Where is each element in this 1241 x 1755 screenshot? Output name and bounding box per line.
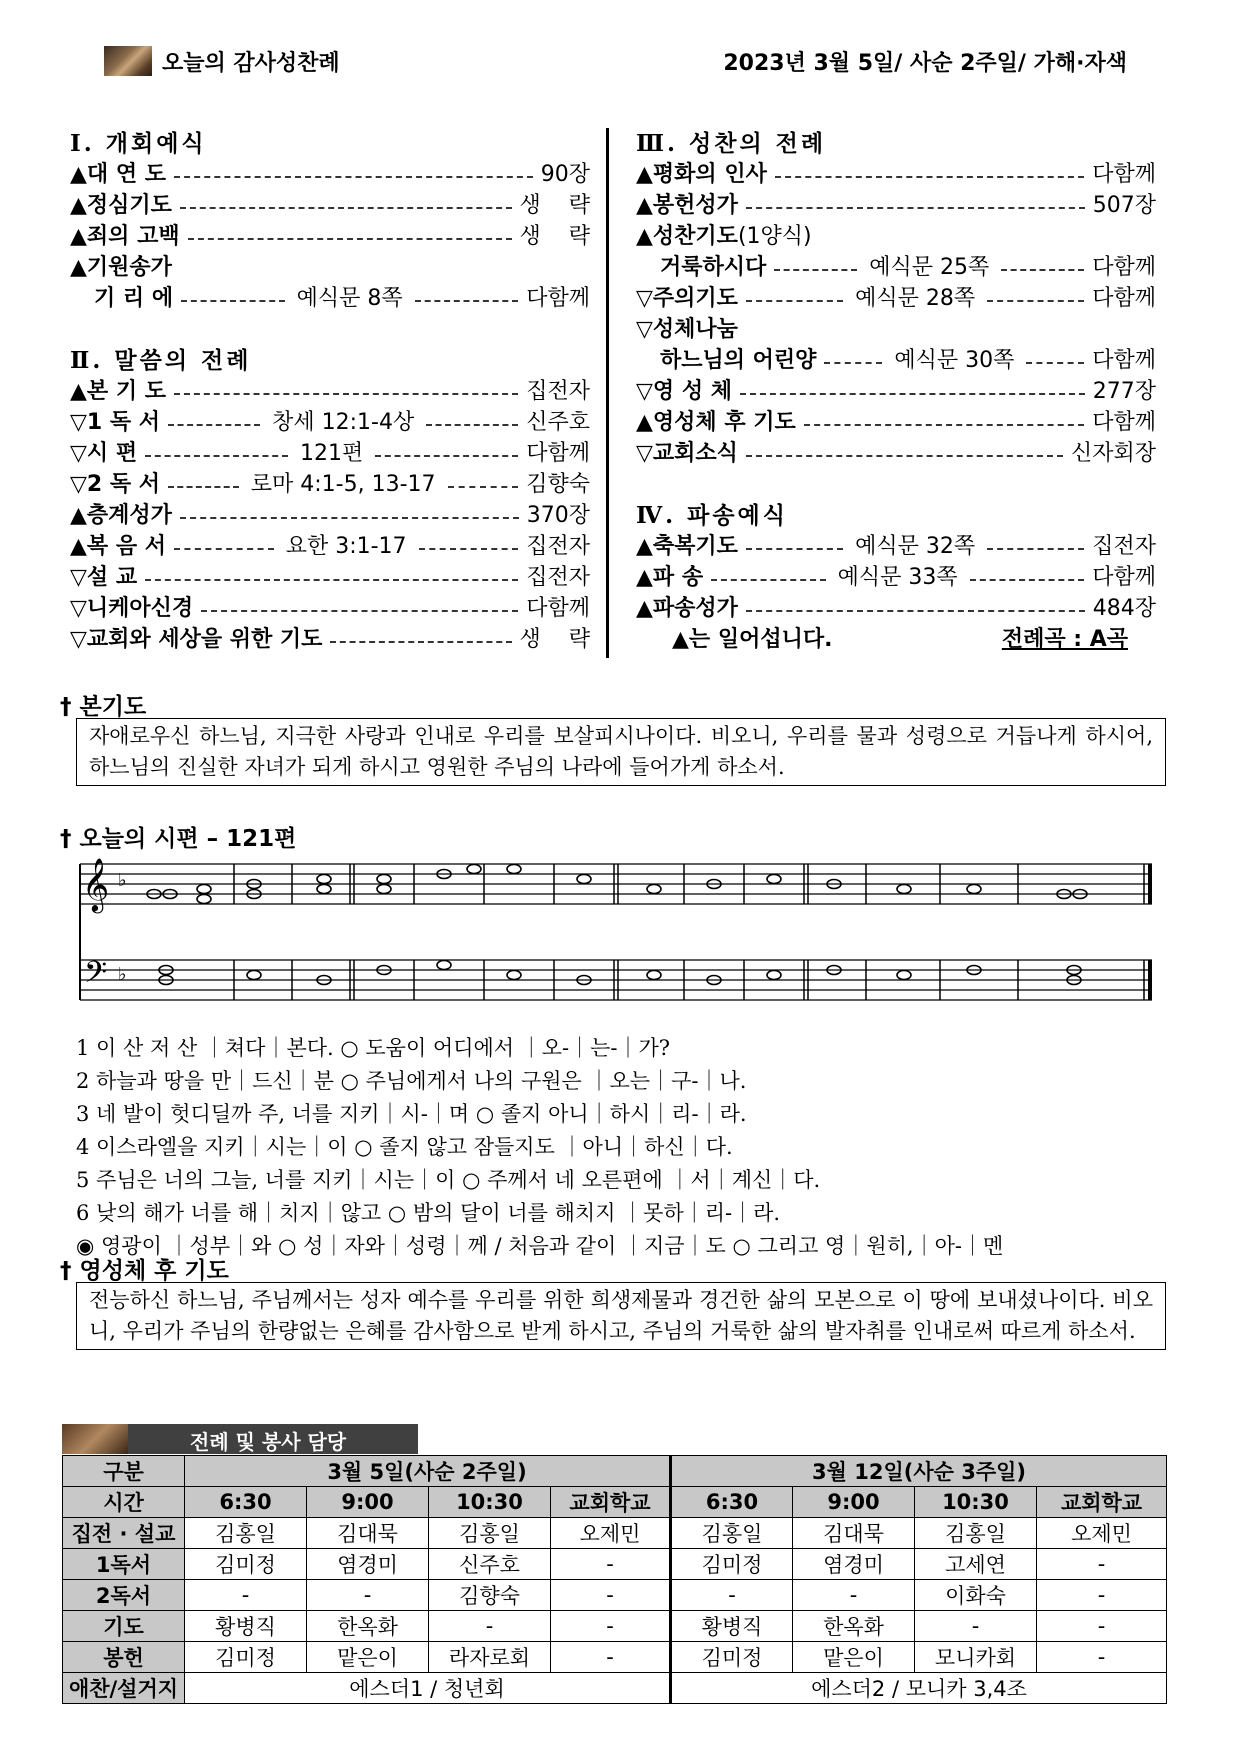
item-value: 집전자 — [526, 534, 591, 559]
word-item — [70, 376, 590, 407]
item-value: 다함께 — [1092, 162, 1156, 187]
section-title-eucharist: Ⅲ. 성찬의 전례 — [636, 130, 827, 157]
item-marker: ▲ — [70, 162, 87, 187]
item-name: 봉헌성가 — [652, 193, 738, 218]
duty-cell: - — [551, 1611, 671, 1642]
item-name: 설 교 — [86, 565, 138, 590]
duty-cell: 김미정 — [671, 1642, 793, 1673]
item-marker: ▲ — [636, 596, 653, 621]
item-value: 다함께 — [1092, 255, 1156, 280]
opening-item — [70, 252, 590, 283]
word-item — [70, 469, 590, 500]
eucharist-item — [636, 283, 1156, 314]
item-marker: ▲ — [636, 410, 653, 435]
svg-text:𝄢: 𝄢 — [84, 956, 108, 997]
duty-header-image — [62, 1424, 128, 1454]
word-item — [70, 531, 590, 562]
item-value: 집전자 — [526, 565, 590, 590]
column-divider — [606, 128, 609, 658]
psalm-music-score — [74, 852, 1154, 1012]
duty-cell: - — [1037, 1549, 1167, 1580]
duty-week2: 3월 12일(사순 3주일) — [671, 1456, 1167, 1487]
duty-cell: 이화숙 — [915, 1580, 1037, 1611]
item-marker: ▽ — [636, 379, 653, 404]
psalm-verse: 3 네 발이 헛디딜까 주, 너를 지키｜시-｜며 ○ 졸지 아니｜하시｜리-｜라. — [76, 1102, 747, 1126]
duty-cell: - — [1037, 1611, 1167, 1642]
item-reference: 요한 3:1-17 — [285, 534, 407, 559]
item-name: 층계성가 — [86, 503, 172, 528]
duty-cell: 오제민 — [1037, 1518, 1167, 1549]
item-name: 거룩하시다 — [660, 255, 767, 280]
duty-cell: 염경미 — [793, 1549, 915, 1580]
svg-text:♭: ♭ — [118, 870, 127, 891]
item-reference: 예식문 8쪽 — [296, 286, 403, 311]
item-name: 파송성가 — [652, 596, 738, 621]
collect-text: 자애로우신 하느님, 지극한 사랑과 인내로 우리를 보살피시나이다. 비오니, 우리를 물과 성령으로 거듭나게 하시어, 하느님의 진실한 자녀가 되게 하시고 영원한 주님의 나라에 들어가게 하소서. — [76, 718, 1166, 786]
duty-row-label: 2독서 — [63, 1580, 185, 1611]
item-marker: ▲ — [70, 503, 87, 528]
item-value: 집전자 — [1092, 534, 1157, 559]
duty-cell: 맡은이 — [307, 1642, 429, 1673]
duty-cell: - — [793, 1580, 915, 1611]
item-suffix: (1양식) — [737, 224, 812, 249]
item-marker: ▽ — [636, 441, 653, 466]
duty-cell: 김홍일 — [915, 1518, 1037, 1549]
item-value: 370장 — [526, 503, 590, 528]
duty-last-row — [63, 1673, 1167, 1704]
psalm-verse: 1 이 산 저 산 ｜쳐다｜본다. ○ 도움이 어디에서 ｜오-｜는-｜가? — [76, 1036, 671, 1060]
item-marker: ▲ — [70, 224, 87, 249]
duty-cell: 김미정 — [185, 1642, 307, 1673]
svg-text:𝄞: 𝄞 — [82, 857, 110, 911]
item-name: 기 리 에 — [94, 286, 174, 311]
duty-cell: 염경미 — [307, 1549, 429, 1580]
eucharist-item — [636, 407, 1156, 438]
duty-last-label: 애찬/설거지 — [63, 1673, 185, 1704]
duty-cell: - — [915, 1611, 1037, 1642]
duty-last-week2: 에스더2 / 모니카 3,4조 — [671, 1673, 1167, 1704]
duty-time-row — [63, 1487, 1167, 1518]
item-value: 507장 — [1092, 193, 1156, 218]
item-reference: 창세 12:1-4상 — [272, 410, 415, 435]
word-item — [70, 593, 590, 624]
item-marker: ▽ — [70, 472, 87, 497]
duty-time-cell: 10:30 — [429, 1487, 551, 1518]
item-name: 하느님의 어린양 — [660, 348, 817, 373]
section-opening-list — [70, 159, 590, 314]
opening-item — [70, 159, 590, 190]
item-marker: ▽ — [70, 565, 87, 590]
duty-time-cell: 교회학교 — [1037, 1487, 1167, 1518]
item-marker: ▽ — [70, 596, 87, 621]
duty-row-label: 봉헌 — [63, 1642, 185, 1673]
duty-cell: 라자로회 — [429, 1642, 551, 1673]
duty-table — [62, 1455, 1167, 1704]
duty-cell: 모니카회 — [915, 1642, 1037, 1673]
duty-cell: - — [1037, 1580, 1167, 1611]
duty-row-label: 집전 · 설교 — [63, 1518, 185, 1549]
item-marker: ▽ — [70, 627, 87, 652]
duty-cell: - — [429, 1611, 551, 1642]
duty-cell: 김홍일 — [671, 1518, 793, 1549]
item-value: 신자회장 — [1070, 441, 1156, 466]
item-value: 김향숙 — [526, 472, 590, 497]
duty-cell: - — [307, 1580, 429, 1611]
section-word-list — [70, 376, 590, 655]
item-name: 대 연 도 — [86, 162, 166, 187]
eucharist-item — [636, 314, 1156, 345]
duty-row — [63, 1611, 1167, 1642]
psalm-verse: 4 이스라엘을 지키｜시는｜이 ○ 졸지 않고 잠들지도 ｜아니｜하신｜다. — [76, 1135, 733, 1159]
eucharist-item — [636, 190, 1156, 221]
opening-item — [70, 190, 590, 221]
item-name: 죄의 고백 — [86, 224, 180, 249]
duty-week1: 3월 5일(사순 2주일) — [185, 1456, 671, 1487]
collect-title: † 본기도 — [60, 694, 147, 720]
duty-cell: 황병직 — [185, 1611, 307, 1642]
item-reference: 로마 4:1-5, 13-17 — [250, 472, 436, 497]
duty-cell: - — [671, 1580, 793, 1611]
duty-time-label: 시간 — [63, 1487, 185, 1518]
duty-cell: 한옥화 — [793, 1611, 915, 1642]
dismissal-item — [636, 562, 1156, 593]
section-title-dismissal: Ⅳ. 파송예식 — [636, 502, 788, 529]
opening-item — [70, 221, 590, 252]
section-dismissal-list — [636, 531, 1156, 624]
item-reference: 예식문 32쪽 — [855, 534, 976, 559]
eucharist-item — [636, 438, 1156, 469]
eucharist-item — [636, 159, 1156, 190]
order-right-column — [636, 128, 1156, 655]
order-left-column — [70, 128, 590, 655]
duty-time-cell: 교회학교 — [551, 1487, 671, 1518]
dismissal-item — [636, 531, 1156, 562]
item-value: 다함께 — [526, 286, 590, 311]
section-title-opening: Ⅰ. 개회예식 — [70, 130, 207, 157]
duty-cell: - — [551, 1642, 671, 1673]
word-item — [70, 624, 590, 655]
item-reference: 예식문 33쪽 — [837, 565, 958, 590]
duty-cell: 고세연 — [915, 1549, 1037, 1580]
item-value: 277장 — [1092, 379, 1156, 404]
duty-row — [63, 1642, 1167, 1673]
duty-cell: 오제민 — [551, 1518, 671, 1549]
item-name: 축복기도 — [652, 534, 738, 559]
duty-cell: - — [551, 1580, 671, 1611]
eucharist-item — [636, 376, 1156, 407]
psalm-verse: 2 하늘과 땅을 만｜드신｜분 ○ 주님에게서 나의 구원은 ｜오는｜구-｜나. — [76, 1069, 747, 1093]
item-name: 2 독 서 — [86, 472, 161, 497]
item-value: 다함께 — [526, 596, 590, 621]
duty-cell: - — [1037, 1642, 1167, 1673]
item-name: 성체나눔 — [652, 317, 738, 342]
item-name: 성찬기도 — [652, 224, 738, 249]
chant-note: 전례곡 : A곡 — [1001, 627, 1128, 652]
item-name: 영성체 후 기도 — [652, 410, 796, 435]
item-marker: ▽ — [70, 410, 87, 435]
duty-col-label: 구분 — [63, 1456, 185, 1487]
post-communion-text: 전능하신 하느님, 주님께서는 성자 예수를 우리를 위한 희생제물과 경건한 삶의 모본으로 이 땅에 보내셨나이다. 비오니, 우리가 주님의 한량없는 은혜를 감사함으로 받게 하시고, 주님의 거룩한 삶의 발자취를 인내로써 따르게 하소서. — [76, 1282, 1166, 1350]
page-title: 오늘의 감사성찬례 — [162, 51, 340, 76]
item-name: 주의기도 — [652, 286, 738, 311]
item-marker: ▽ — [636, 286, 653, 311]
psalm-verse: 6 낮의 해가 너를 해｜치지｜않고 ○ 밤의 달이 너를 해치지 ｜못하｜리-｜라. — [76, 1201, 781, 1225]
item-name: 본 기 도 — [86, 379, 166, 404]
word-item — [70, 407, 590, 438]
item-marker: ▲ — [636, 224, 653, 249]
duty-cell: 김대묵 — [307, 1518, 429, 1549]
dismissal-item — [636, 593, 1156, 624]
duty-cell: 맡은이 — [793, 1642, 915, 1673]
item-value: 생 략 — [519, 627, 590, 652]
duty-title: 전례 및 봉사 담당 — [190, 1430, 347, 1454]
item-value: 생 략 — [519, 224, 590, 249]
duty-cell: 김홍일 — [185, 1518, 307, 1549]
item-name: 시 편 — [86, 441, 138, 466]
item-marker: ▲ — [636, 534, 653, 559]
item-name: 니케아신경 — [86, 596, 194, 621]
duty-cell: 황병직 — [671, 1611, 793, 1642]
item-name: 영 성 체 — [652, 379, 732, 404]
item-value: 집전자 — [526, 379, 590, 404]
duty-cell: - — [185, 1580, 307, 1611]
duty-row — [63, 1549, 1167, 1580]
eucharist-item — [636, 252, 1156, 283]
section-eucharist-list — [636, 159, 1156, 469]
word-item — [70, 438, 590, 469]
header-image — [104, 46, 152, 76]
duty-week-row — [63, 1456, 1167, 1487]
opening-item — [70, 283, 590, 314]
item-reference: 예식문 25쪽 — [869, 255, 990, 280]
psalm-verse: 5 주님은 너의 그늘, 너를 지키｜시는｜이 ○ 주께서 네 오른편에 ｜서｜계신｜다. — [76, 1168, 821, 1192]
svg-text:♭: ♭ — [118, 964, 127, 985]
item-marker: ▲ — [70, 193, 87, 218]
item-reference: 예식문 30쪽 — [894, 348, 1015, 373]
duty-cell: 김미정 — [185, 1549, 307, 1580]
item-marker: ▽ — [636, 317, 653, 342]
duty-cell: 한옥화 — [307, 1611, 429, 1642]
duty-cell: 김홍일 — [429, 1518, 551, 1549]
duty-row — [63, 1518, 1167, 1549]
duty-time-cell: 9:00 — [307, 1487, 429, 1518]
item-marker: ▲ — [636, 565, 653, 590]
duty-time-cell: 6:30 — [185, 1487, 307, 1518]
item-marker: ▲ — [70, 534, 87, 559]
word-item — [70, 562, 590, 593]
eucharist-item — [636, 345, 1156, 376]
eucharist-item — [636, 221, 1156, 252]
duty-cell: 김대묵 — [793, 1518, 915, 1549]
item-value: 생 략 — [519, 193, 590, 218]
duty-cell: 김향숙 — [429, 1580, 551, 1611]
item-name: 기원송가 — [86, 255, 172, 280]
item-name: 교회와 세상을 위한 기도 — [86, 627, 323, 652]
item-name: 복 음 서 — [86, 534, 166, 559]
section-title-word: Ⅱ. 말씀의 전례 — [70, 347, 252, 374]
item-name: 정심기도 — [86, 193, 172, 218]
stand-note: ▲는 일어섭니다. — [672, 627, 833, 652]
duty-row — [63, 1580, 1167, 1611]
item-name: 교회소식 — [652, 441, 738, 466]
duty-time-cell: 6:30 — [671, 1487, 793, 1518]
psalm-verse: ◉ 영광이 ｜성부｜와 ○ 성｜자와｜성령｜께 / 처음과 같이 ｜지금｜도 ○ 그리고 영｜원히,｜아-｜멘 — [76, 1234, 1004, 1258]
item-value: 다함께 — [526, 441, 591, 466]
item-marker: ▲ — [70, 379, 87, 404]
item-marker: ▲ — [636, 162, 653, 187]
item-name: 파 송 — [652, 565, 704, 590]
duty-row-label: 1독서 — [63, 1549, 185, 1580]
item-value: 다함께 — [1092, 286, 1157, 311]
psalm-title: † 오늘의 시편 – 121편 — [60, 826, 297, 852]
duty-time-cell: 9:00 — [793, 1487, 915, 1518]
page-date: 2023년 3월 5일/ 사순 2주일/ 가해·자색 — [723, 51, 1127, 76]
item-name: 평화의 인사 — [652, 162, 767, 187]
item-marker: ▲ — [636, 193, 653, 218]
item-reference: 121편 — [300, 441, 364, 466]
item-name: 1 독 서 — [86, 410, 161, 435]
item-value: 90장 — [540, 162, 590, 187]
word-item — [70, 500, 590, 531]
item-value: 다함께 — [1092, 348, 1157, 373]
item-marker: ▽ — [70, 441, 87, 466]
duty-time-cell: 10:30 — [915, 1487, 1037, 1518]
duty-cell: 김미정 — [671, 1549, 793, 1580]
item-value: 다함께 — [1092, 410, 1156, 435]
item-marker: ▲ — [70, 255, 87, 280]
duty-cell: 신주호 — [429, 1549, 551, 1580]
duty-last-week1: 에스더1 / 청년회 — [185, 1673, 671, 1704]
item-value: 484장 — [1092, 596, 1156, 621]
duty-row-label: 기도 — [63, 1611, 185, 1642]
duty-cell: - — [551, 1549, 671, 1580]
post-communion-title: † 영성체 후 기도 — [60, 1258, 229, 1284]
item-value: 다함께 — [1092, 565, 1157, 590]
item-value: 신주호 — [526, 410, 591, 435]
item-reference: 예식문 28쪽 — [855, 286, 976, 311]
